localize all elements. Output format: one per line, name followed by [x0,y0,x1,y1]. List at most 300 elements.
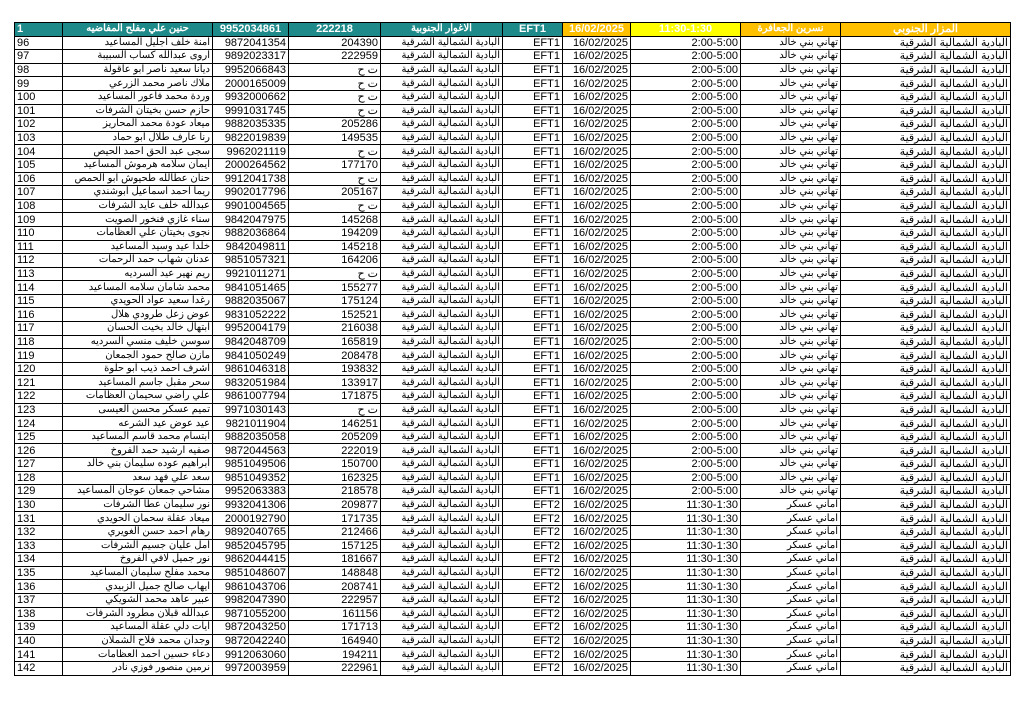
region: البادية الشمالية الشرقية [841,458,1011,472]
table-row [15,281,1011,295]
phone-number: 2000165009 [213,77,289,91]
directorate: البادية الشمالية الشرقية [381,553,503,567]
directorate: البادية الشمالية الشرقية [381,118,503,132]
phone-number: 9851057321 [213,254,289,268]
student-name: وردة محمد فاعور المساعيد [63,90,213,104]
directorate: البادية الشمالية الشرقية [381,254,503,268]
exam-code: EFT1 [503,376,563,390]
exam-code: EFT1 [503,226,563,240]
table-row [15,50,1011,64]
supervisor: اماني عسكر [741,634,841,648]
row-number: 112 [15,254,63,268]
exam-time: 2:00-5:00 [631,254,741,268]
exam-code: EFT1 [503,403,563,417]
supervisor: تهاني بني خالد [741,186,841,200]
region: البادية الشمالية الشرقية [841,566,1011,580]
row-number: 136 [15,580,63,594]
region: البادية الشمالية الشرقية [841,621,1011,635]
phone-number: 9822019839 [213,131,289,145]
region: البادية الشمالية الشرقية [841,648,1011,662]
exam-time: 2:00-5:00 [631,77,741,91]
directorate: البادية الشمالية الشرقية [381,63,503,77]
row-number: 116 [15,308,63,322]
exam-date: 16/02/2025 [563,308,631,322]
phone-number: 9902017796 [213,186,289,200]
row-number: 130 [15,498,63,512]
supervisor: اماني عسكر [741,525,841,539]
student-name: وجدان محمد فلاح الشملان [63,634,213,648]
header-region: المزار الجنوبي [841,23,1011,37]
exam-time: 11:30-1:30 [631,553,741,567]
supervisor: تهاني بني خالد [741,322,841,336]
exam-date: 16/02/2025 [563,634,631,648]
exam-time: 2:00-5:00 [631,444,741,458]
region: البادية الشمالية الشرقية [841,145,1011,159]
region: البادية الشمالية الشرقية [841,226,1011,240]
student-name: خلدا عيد وسيد المساعيد [63,240,213,254]
exam-date: 16/02/2025 [563,593,631,607]
phone-number: 9972003959 [213,661,289,675]
exam-time: 2:00-5:00 [631,145,741,159]
table-row [15,634,1011,648]
exam-code: EFT1 [503,158,563,172]
region: البادية الشمالية الشرقية [841,104,1011,118]
exam-date: 16/02/2025 [563,322,631,336]
table-row [15,335,1011,349]
exam-time: 2:00-5:00 [631,417,741,431]
directorate: البادية الشمالية الشرقية [381,226,503,240]
row-number: 97 [15,50,63,64]
directorate: البادية الشمالية الشرقية [381,580,503,594]
table-row [15,498,1011,512]
student-name: حازم حسن بخيتان الشرفات [63,104,213,118]
student-name: مازن صالح حمود الجمعان [63,349,213,363]
header-date: 16/02/2025 [563,23,631,37]
supervisor: تهاني بني خالد [741,226,841,240]
student-name: عيد عوض عيد الشرعه [63,417,213,431]
header-supervisor: نسرين الجعافرة [741,23,841,37]
table-row [15,90,1011,104]
region: البادية الشمالية الشرقية [841,335,1011,349]
table-row [15,580,1011,594]
exam-code: EFT2 [503,607,563,621]
table-row [15,417,1011,431]
student-name: محمد مفلح سليمان المساعيد [63,566,213,580]
exam-time: 2:00-5:00 [631,322,741,336]
region: البادية الشمالية الشرقية [841,444,1011,458]
phone-number: 9921011271 [213,267,289,281]
row-number: 124 [15,417,63,431]
phone-number: 9892023317 [213,50,289,64]
table-row [15,444,1011,458]
header-no: 1 [15,23,63,37]
student-name: سوسن خليف منسي السرديه [63,335,213,349]
exam-time: 11:30-1:30 [631,539,741,553]
row-number: 131 [15,512,63,526]
row-number: 120 [15,362,63,376]
header-directorate: الاغوار الجنوبية [381,23,503,37]
supervisor: اماني عسكر [741,498,841,512]
row-number: 108 [15,199,63,213]
table-row [15,213,1011,227]
student-name: عبير عاهد محمد الشويكي [63,593,213,607]
exam-code: EFT1 [503,471,563,485]
directorate: البادية الشمالية الشرقية [381,566,503,580]
exam-date: 16/02/2025 [563,186,631,200]
phone-number: 9892040765 [213,525,289,539]
directorate: البادية الشمالية الشرقية [381,485,503,499]
phone-number: 9932041306 [213,498,289,512]
student-name: ميعاد عودة محمد المحاريز [63,118,213,132]
exam-code: EFT2 [503,621,563,635]
supervisor: تهاني بني خالد [741,376,841,390]
row-number: 121 [15,376,63,390]
region: البادية الشمالية الشرقية [841,593,1011,607]
row-number: 109 [15,213,63,227]
student-name: ابراهيم عوده سليمان بني خالد [63,458,213,472]
exam-date: 16/02/2025 [563,648,631,662]
exam-date: 16/02/2025 [563,145,631,159]
row-number: 110 [15,226,63,240]
directorate: البادية الشمالية الشرقية [381,471,503,485]
national-id: 212466 [289,525,381,539]
row-number: 133 [15,539,63,553]
phone-number: 9991031745 [213,104,289,118]
supervisor: تهاني بني خالد [741,444,841,458]
region: البادية الشمالية الشرقية [841,390,1011,404]
national-id: 148848 [289,566,381,580]
exam-date: 16/02/2025 [563,362,631,376]
row-number: 101 [15,104,63,118]
national-id: 150700 [289,458,381,472]
directorate: البادية الشمالية الشرقية [381,77,503,91]
exam-date: 16/02/2025 [563,498,631,512]
directorate: البادية الشمالية الشرقية [381,158,503,172]
table-row [15,376,1011,390]
national-id: ت ح [289,403,381,417]
region: البادية الشمالية الشرقية [841,471,1011,485]
exam-date: 16/02/2025 [563,661,631,675]
student-name: رغدا سعيد عواد الحويدي [63,294,213,308]
exam-time: 11:30-1:30 [631,512,741,526]
directorate: البادية الشمالية الشرقية [381,498,503,512]
supervisor: تهاني بني خالد [741,118,841,132]
student-name: عبدالله قبلان مطرود الشرفات [63,607,213,621]
exam-date: 16/02/2025 [563,131,631,145]
table-row [15,403,1011,417]
national-id: 194209 [289,226,381,240]
row-number: 139 [15,621,63,635]
exam-time: 2:00-5:00 [631,36,741,50]
phone-number: 9882035335 [213,118,289,132]
exam-code: EFT1 [503,172,563,186]
student-name: صفيه ارشيد حمد الفروخ [63,444,213,458]
supervisor: تهاني بني خالد [741,335,841,349]
phone-number: 9982047390 [213,593,289,607]
exam-date: 16/02/2025 [563,621,631,635]
exam-time: 11:30-1:30 [631,648,741,662]
directorate: البادية الشمالية الشرقية [381,308,503,322]
table-row [15,254,1011,268]
student-name: ايهاب صالح جميل الزبيدي [63,580,213,594]
table-row [15,118,1011,132]
national-id: 205167 [289,186,381,200]
exam-date: 16/02/2025 [563,417,631,431]
directorate: البادية الشمالية الشرقية [381,430,503,444]
exam-time: 2:00-5:00 [631,294,741,308]
row-number: 98 [15,63,63,77]
student-name: نجوى بخيتان علي العظامات [63,226,213,240]
exam-code: EFT2 [503,661,563,675]
phone-number: 9872043250 [213,621,289,635]
row-number: 135 [15,566,63,580]
header-code: EFT1 [503,23,563,37]
exam-code: EFT1 [503,417,563,431]
directorate: البادية الشمالية الشرقية [381,36,503,50]
table-row [15,294,1011,308]
table-body [15,36,1011,675]
exam-code: EFT1 [503,390,563,404]
exam-code: EFT1 [503,362,563,376]
directorate: البادية الشمالية الشرقية [381,417,503,431]
phone-number: 9852045795 [213,539,289,553]
region: البادية الشمالية الشرقية [841,308,1011,322]
exam-time: 11:30-1:30 [631,607,741,621]
region: البادية الشمالية الشرقية [841,634,1011,648]
region: البادية الشمالية الشرقية [841,281,1011,295]
exam-time: 2:00-5:00 [631,376,741,390]
exam-time: 2:00-5:00 [631,308,741,322]
supervisor: تهاني بني خالد [741,50,841,64]
phone-number: 9912041738 [213,172,289,186]
phone-number: 9851048607 [213,566,289,580]
row-number: 132 [15,525,63,539]
row-number: 138 [15,607,63,621]
national-id: 205209 [289,430,381,444]
table-row [15,77,1011,91]
directorate: البادية الشمالية الشرقية [381,403,503,417]
exam-code: EFT1 [503,199,563,213]
exam-date: 16/02/2025 [563,349,631,363]
phone-number: 9851049352 [213,471,289,485]
national-id: 222019 [289,444,381,458]
exam-code: EFT2 [503,525,563,539]
exam-date: 16/02/2025 [563,525,631,539]
national-id: 155277 [289,281,381,295]
student-name: رنا عارف طلال ابو حماد [63,131,213,145]
exam-code: EFT1 [503,131,563,145]
supervisor: تهاني بني خالد [741,471,841,485]
region: البادية الشمالية الشرقية [841,525,1011,539]
exam-date: 16/02/2025 [563,240,631,254]
exam-date: 16/02/2025 [563,376,631,390]
student-name: نور جميل لافي الفروخ [63,553,213,567]
student-name: سجى عبد الحق احمد الحيص [63,145,213,159]
exam-time: 11:30-1:30 [631,634,741,648]
national-id: 171875 [289,390,381,404]
supervisor: اماني عسكر [741,607,841,621]
exam-code: EFT1 [503,444,563,458]
table-row [15,648,1011,662]
student-name: سعد علي فهد سعد [63,471,213,485]
row-number: 129 [15,485,63,499]
exam-code: EFT2 [503,566,563,580]
exam-code: EFT2 [503,498,563,512]
exam-date: 16/02/2025 [563,254,631,268]
exam-date: 16/02/2025 [563,335,631,349]
table-row [15,267,1011,281]
table-row [15,566,1011,580]
region: البادية الشمالية الشرقية [841,36,1011,50]
student-name: علي راضي سحيمان العظامات [63,390,213,404]
exam-code: EFT1 [503,90,563,104]
exam-time: 2:00-5:00 [631,390,741,404]
table-row [15,226,1011,240]
phone-number: 9832051984 [213,376,289,390]
directorate: البادية الشمالية الشرقية [381,281,503,295]
supervisor: تهاني بني خالد [741,104,841,118]
exam-time: 11:30-1:30 [631,525,741,539]
directorate: البادية الشمالية الشرقية [381,335,503,349]
directorate: البادية الشمالية الشرقية [381,512,503,526]
phone-number: 9971030143 [213,403,289,417]
supervisor: تهاني بني خالد [741,294,841,308]
row-number: 137 [15,593,63,607]
phone-number: 9862044415 [213,553,289,567]
region: البادية الشمالية الشرقية [841,50,1011,64]
national-id: ت ح [289,199,381,213]
table-row [15,458,1011,472]
directorate: البادية الشمالية الشرقية [381,145,503,159]
exam-code: EFT1 [503,349,563,363]
exam-time: 2:00-5:00 [631,226,741,240]
table-row [15,158,1011,172]
exam-code: EFT1 [503,322,563,336]
exam-code: EFT2 [503,553,563,567]
exam-date: 16/02/2025 [563,36,631,50]
student-name: سناء غازي فنخور الصويت [63,213,213,227]
directorate: البادية الشمالية الشرقية [381,199,503,213]
region: البادية الشمالية الشرقية [841,240,1011,254]
directorate: البادية الشمالية الشرقية [381,267,503,281]
exam-date: 16/02/2025 [563,294,631,308]
exam-time: 2:00-5:00 [631,213,741,227]
exam-date: 16/02/2025 [563,403,631,417]
exam-code: EFT1 [503,335,563,349]
exam-date: 16/02/2025 [563,566,631,580]
phone-number: 9872042240 [213,634,289,648]
directorate: البادية الشمالية الشرقية [381,390,503,404]
national-id: ت ح [289,145,381,159]
exam-code: EFT1 [503,281,563,295]
region: البادية الشمالية الشرقية [841,199,1011,213]
student-name: محمد شامان سلامه المساعيد [63,281,213,295]
exam-code: EFT1 [503,254,563,268]
row-number: 122 [15,390,63,404]
row-number: 119 [15,349,63,363]
region: البادية الشمالية الشرقية [841,417,1011,431]
national-id: ت ح [289,172,381,186]
phone-number: 9851049506 [213,458,289,472]
exam-date: 16/02/2025 [563,158,631,172]
row-number: 113 [15,267,63,281]
region: البادية الشمالية الشرقية [841,118,1011,132]
phone-number: 9882035067 [213,294,289,308]
supervisor: تهاني بني خالد [741,308,841,322]
student-name: اروى عبدالله كساب السبيبة [63,50,213,64]
row-number: 104 [15,145,63,159]
exam-date: 16/02/2025 [563,63,631,77]
exam-date: 16/02/2025 [563,281,631,295]
national-id: 171735 [289,512,381,526]
region: البادية الشمالية الشرقية [841,539,1011,553]
exam-time: 2:00-5:00 [631,63,741,77]
row-number: 106 [15,172,63,186]
directorate: البادية الشمالية الشرقية [381,593,503,607]
row-number: 114 [15,281,63,295]
exam-time: 2:00-5:00 [631,240,741,254]
table-row [15,525,1011,539]
national-id: 164206 [289,254,381,268]
supervisor: تهاني بني خالد [741,172,841,186]
phone-number: 9842049811 [213,240,289,254]
national-id: 222957 [289,593,381,607]
phone-number: 9861007794 [213,390,289,404]
national-id: ت ح [289,63,381,77]
region: البادية الشمالية الشرقية [841,376,1011,390]
supervisor: تهاني بني خالد [741,390,841,404]
exam-code: EFT2 [503,539,563,553]
exam-code: EFT1 [503,267,563,281]
row-number: 123 [15,403,63,417]
student-name: اشرف احمد ذيب ابو حلوة [63,362,213,376]
national-id: 218578 [289,485,381,499]
table-row [15,593,1011,607]
exam-code: EFT1 [503,63,563,77]
row-number: 134 [15,553,63,567]
table-row [15,362,1011,376]
exam-time: 2:00-5:00 [631,430,741,444]
national-id: 208741 [289,580,381,594]
row-number: 100 [15,90,63,104]
supervisor: اماني عسكر [741,553,841,567]
row-number: 128 [15,471,63,485]
exam-date: 16/02/2025 [563,226,631,240]
header-row [15,23,1011,37]
supervisor: تهاني بني خالد [741,36,841,50]
table-row [15,63,1011,77]
phone-number: 9882036864 [213,226,289,240]
exam-date: 16/02/2025 [563,199,631,213]
supervisor: تهاني بني خالد [741,485,841,499]
phone-number: 9932000662 [213,90,289,104]
table-row [15,240,1011,254]
exam-code: EFT1 [503,308,563,322]
directorate: البادية الشمالية الشرقية [381,90,503,104]
exam-code: EFT1 [503,294,563,308]
exam-time: 2:00-5:00 [631,172,741,186]
phone-number: 9912063060 [213,648,289,662]
student-name: رهام احمد حسن الغويري [63,525,213,539]
student-name: عوض زعل طرودي هلال [63,308,213,322]
region: البادية الشمالية الشرقية [841,607,1011,621]
student-name: ملاك ناصر محمد الزرعي [63,77,213,91]
student-name: حنان عطالله طحيوش ابو الحمص [63,172,213,186]
exam-date: 16/02/2025 [563,512,631,526]
region: البادية الشمالية الشرقية [841,213,1011,227]
directorate: البادية الشمالية الشرقية [381,186,503,200]
exam-time: 2:00-5:00 [631,349,741,363]
